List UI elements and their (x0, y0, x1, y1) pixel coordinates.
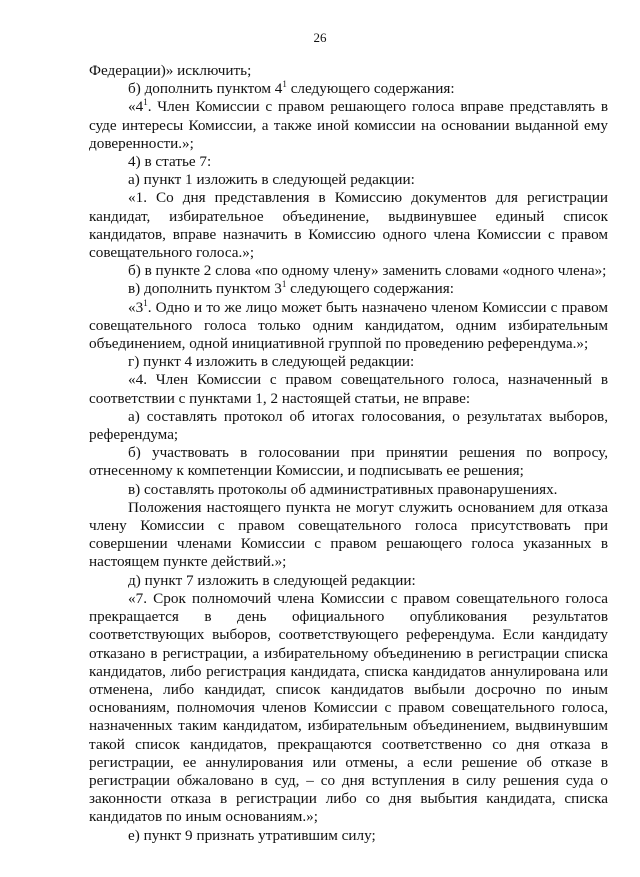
paragraph (89, 280, 608, 298)
text-fragment: «3 (128, 298, 144, 316)
paragraph: е) пункт 9 признать утратившим силу; (128, 826, 376, 844)
paragraph: а) пункт 1 изложить в следующей редакции: (128, 171, 415, 189)
paragraph (89, 299, 608, 354)
text-fragment: . Член Комиссии с правом решающего голоса вправе представлять в суде интересы Комиссии, а также иной комиссии на основании выданной ему доверенности.»; (89, 98, 608, 152)
document-body (89, 62, 608, 845)
text-fragment: . Одно и то же лицо может быть назначено членом Комиссии с правом совещательного голоса только одним кандидатом, одним избирательным объединением, одной инициативной группой по проведению референдума.»; (89, 298, 608, 353)
paragraph: «1. Со дня представления в Комиссию документов для регистрации кандидат, избирательное объединение, выдвинувшее единый список кандидатов, вправе назначить в Комиссию одного члена Комиссии с правом совещательного голоса.»; (89, 189, 608, 262)
superscript: 1 (143, 97, 148, 108)
paragraph: а) составлять протокол об итогах голосования, о результатах выборов, референдума; (89, 407, 608, 444)
paragraph (89, 98, 608, 153)
text-fragment: «4 (128, 98, 144, 116)
paragraph: б) участвовать в голосовании при принятии решения по вопросу, отнесенному к компетенции Комиссии, и подписывать ее решения; (89, 444, 608, 480)
paragraph: Федерации)» исключить; (89, 62, 252, 79)
text-fragment: следующего содержания: (286, 280, 454, 298)
paragraph: г) пункт 4 изложить в следующей редакции: (128, 353, 415, 371)
paragraph: 4) в статье 7: (128, 153, 212, 171)
superscript: 1 (143, 297, 148, 308)
paragraph: д) пункт 7 изложить в следующей редакции: (128, 571, 416, 589)
paragraph: Положения настоящего пункта не могут служить основанием для отказа члену Комиссии с правом совещательного голоса присутствовать при совершении членами Комиссии с правом решающего голоса указанных в настоящем пункте действий.»; (89, 498, 608, 571)
paragraph: в) составлять протоколы об административных правонарушениях. (128, 480, 558, 498)
page-number: 26 (313, 30, 327, 45)
text-fragment: в) дополнить пунктом 3 (128, 280, 282, 298)
text-fragment: б) дополнить пунктом 4 (128, 80, 283, 98)
superscript: 1 (281, 279, 287, 290)
paragraph: б) в пункте 2 слова «по одному члену» заменить словами «одного члена»; (128, 262, 607, 280)
superscript: 1 (282, 79, 287, 90)
text-fragment: следующего содержания: (286, 80, 455, 98)
paragraph (89, 80, 608, 98)
paragraph: «7. Срок полномочий члена Комиссии с правом совещательного голоса прекращается в день официального опубликования результатов соответствующих выборов, соответствующего референдума. Если кандидату отказано в регистрации, а избирательному объединению в регистрации списка кандидатов, либо регистрация кандидата, списка кандидатов аннулирована или отменена, либо кандидат, список кандидатов выбыли досрочно по иным основаниям, полномочия членов Комиссии с правом совещательного голоса, назначенных таким кандидатом, избирательным объединением, выдвинувшим такой список кандидатов, прекращаются соответственно со дня отказа в регистрации, ее аннулирования или отмены, а если решение об отказе в регистрации обжаловано в суд, – со дня вступления в силу решения суда о законности отказа в регистрации либо со дня выбытия кандидата, списка кандидатов по иным основаниям.»; (89, 589, 608, 826)
paragraph: «4. Член Комиссии с правом совещательного голоса, назначенный в соответствии с пунктами 1, 2 настоящей статьи, не вправе: (89, 371, 608, 407)
